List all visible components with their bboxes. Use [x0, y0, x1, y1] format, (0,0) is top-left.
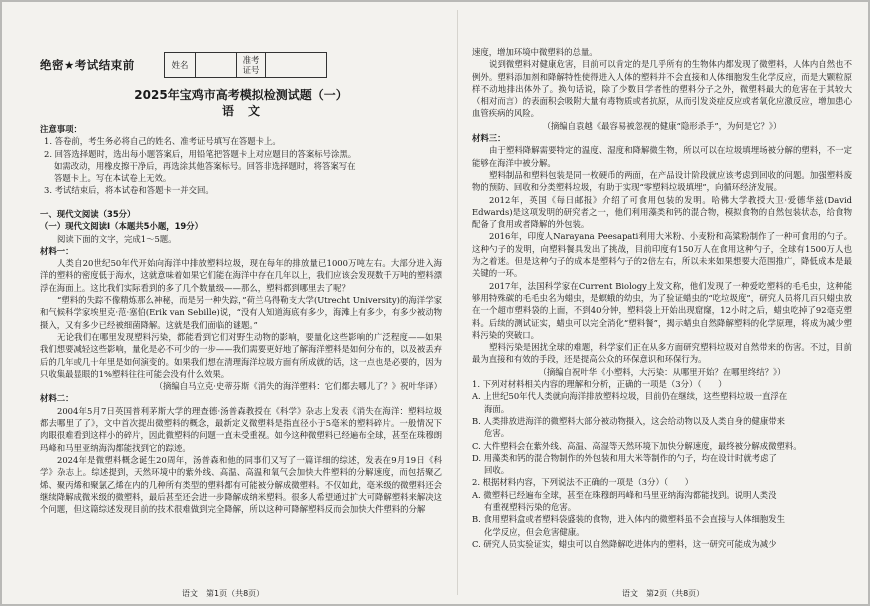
paragraph: 说到微塑料对健康危害，目前可以肯定的是几乎所有的生物体内都发现了微塑料，人体内自然也不例外。塑料添加剂和降解特性使得进入人体的塑料并不会直接和人体细胞发生化学反应，而是大颗粒原样不动地排出体外了。换句话说，除了少数目学者性的塑料分子之外，微塑料最大的危害在于其较大（相对而言）的表面积会吸附大量有毒物质或者抗原，从而引发炎症反应或者氧化应激反应，增加患心血管疾病的风险。: [472, 59, 852, 119]
name-label: 姓名: [165, 53, 196, 77]
notes-heading: 注意事项：: [40, 124, 82, 134]
note-item: 如需改动，用橡皮擦干净后，再选涂其他答案标号。回答非选择题时，将答案写在: [54, 160, 356, 171]
page-footer-right: 语文 第2页（共8页）: [622, 589, 705, 598]
exam-number-label: [237, 53, 266, 77]
secret-label: 绝密★考试结束前: [40, 57, 135, 72]
page-left: [40, 2, 442, 604]
paragraph: 2017年，法国科学家在Current Biology上发文称，他们发现了一种爱吃塑料的毛毛虫，这种能够用特殊碳的毛毛虫名为蜡虫，是螟蛾的幼虫，为了验证蜡虫的“吃垃圾度”，研究人员将几百只蜡虫放在一个超市塑料袋的上面，不到40分钟，塑料袋上开始出现窟窿，12小时之后，蜡虫吃掉了92毫克塑料。后续的测试证实，蜡虫可以完全消化“塑料餐”，揭示蜡虫自然降解塑料的化学原理，将成为减少塑料污染的突破口。: [472, 280, 852, 340]
option-1c: C. 大件塑料会在紫外线、高温、高湿等天然环境下加快分解速度，最终被分解成微塑料。: [472, 440, 802, 451]
notes-section: [40, 123, 442, 197]
option-1d-cont: 回收。: [484, 465, 510, 476]
material-2-label: 材料二：: [40, 393, 74, 404]
option-1d: D. 用藻类和钙的混合物制作的外包装和用大米等制作的勺子，均在设计时就考虑了: [472, 452, 777, 463]
name-field[interactable]: [196, 53, 237, 77]
source-citation: （摘编自马立克·史蒂芬斯《消失的海洋塑料：它们都去哪儿了？》祝叶华译）: [154, 381, 442, 392]
paragraph: 人类自20世纪50年代开始向海洋中排放塑料垃圾，现在每年的排放量已1000万吨左右。大部分进入海洋的塑料的密度低于海水，这就意味着如果它们能在海洋中存在几年以上，我们应该会发现数千万吨的塑料漂浮在海面上。这比我们实际看到的多了几个数量级——那么，塑料都到哪里去了呢？: [40, 258, 442, 293]
paragraph: 塑料污染是困扰全球的难题，科学家们正在从多方面研究塑料垃圾对自然带来的伤害。不过，目前最为直接和有效的手段，还是提高公众的环保意识和环保行为。: [472, 342, 852, 365]
paragraph: 塑料制品和塑料包装是同一枚硬币的两面，在产品设计阶段就应该考虑到回收的问题。加强塑料废物的预防、回收和分类塑料垃圾，有助于实现“零塑料垃圾填埋”，向循环经济发展。: [472, 169, 852, 193]
page-right: [472, 46, 852, 604]
paragraph: “塑料的失踪不像精炼那么神秘，而是另一种失踪，”荷兰乌得勒支大学(Utrecht University)的海洋学家和气候科学家埃里克·范·塞伯(Erik van Sebille)说，“没有人知道海底有多少，海滩上有多少，有多少被动物摄入，又有多少已经被细菌降解。这就是我们面临的谜题。”: [40, 295, 442, 330]
paragraph: 2024年是微塑料概念诞生20周年，汤普森和他的同事们又写了一篇详细的综述，发表在9月19日《科学》杂志上。综述提到，天然环境中的紫外线、高温、高温和氧气会加快大件塑料的分解速度，而包括聚乙烯、聚丙烯和聚氯乙烯在内的几种所有类型的塑料都有可能被分解成微塑料。不仅如此，毫米级的微塑料还会继续降解成微米级的微塑料，最后甚至还会进一步降解成纳米塑料。很多人希望通过扩大可降解塑料来解决这个问题，但这篇综述发现目前的技术很难做到完全降解，所以这种可降解塑料反而会加快大件塑料的分解: [40, 454, 442, 515]
exam-title: 2025年宝鸡市高考模拟检测试题（一）: [134, 88, 348, 102]
question-2: 2. 根据材料内容，下列说法不正确的一项是（3分）（ ）: [472, 477, 694, 488]
subsection-heading: （一）现代文阅读Ⅰ（本题共5小题，19分）: [40, 221, 203, 232]
paragraph: 无论我们在哪里发现塑料污染，都能看到它们对野生动物的影响，要量化这些影响的广泛程度——如果我们想要减轻这些影响，量化是必不可少的一步——我们需要更好地了解海洋塑料是如何分布的，以及被丢弃后的几年或几十年里是如何演变的。如果我们想在清理海洋垃圾方面有所成就的话，这一点也是必要的，因为只收集最显眼的1%塑料往往可能会没有什么效果。: [40, 331, 442, 379]
instruction: 阅读下面的文字，完成1～5题。: [57, 233, 177, 244]
page-footer-left: 语文 第1页（共8页）: [182, 589, 265, 598]
subject-title: 语文: [221, 104, 274, 118]
source-citation: （摘编自袁越《最容易被忽视的健康“隐形杀手”，为何是它？》）: [542, 120, 782, 131]
material-3-label: 材料三：: [472, 133, 506, 144]
option-1a: A. 上世纪50年代人类就向海洋排放塑料垃圾，目前仍在继续，这些塑料垃圾一直浮在: [472, 391, 788, 402]
question-1: 1. 下列对材料相关内容的理解和分析，正确的一项是（3分）（ ）: [472, 379, 727, 390]
paragraph: 由于塑料降解需要特定的温度、湿度和降解微生物，所以可以在垃圾填埋场被分解的塑料，不一定能够在海洋中被分解。: [472, 145, 852, 168]
option-2a: A. 微塑料已经遍布全球，甚至在珠穆朗玛峰和马里亚纳海沟都能找到。说明人类没: [472, 489, 777, 500]
option-2c: C. 研究人员实验证实，蜡虫可以自然降解吃进体内的塑料，这一研究可能成为减少: [472, 538, 777, 549]
paragraph: 2004年5月7日英国普利茅斯大学的理查德·汤普森教授在《科学》杂志上发表《消失在海洋：塑料垃圾都去哪里了了》，文中首次提出微塑料的概念，最新定义微塑料是指直径小于5毫米的塑料碎片。一般情况下肉眼很难看到这样小的碎片，因此微塑料的问题一直未受重视。如今这种微塑料已经遍布全球，甚至在珠穆朗玛峰和马里亚纳海沟都能找到它的踪迹。: [40, 405, 442, 453]
option-2b-cont: 化学反应，但会危害健康。: [484, 526, 585, 537]
option-1b: B. 人类排放进海洋的微塑料大部分被动物摄入，这会给动物以及人类自身的健康带来: [472, 415, 785, 426]
page-divider: [457, 10, 458, 595]
note-item: 3. 考试结束后，将本试卷和答题卡一并交回。: [44, 185, 214, 196]
option-2b: B. 食用塑料盒或者塑料袋盛装的食物，进入体内的微塑料虽不会直接与人体细胞发生: [472, 514, 785, 525]
candidate-info-box: [164, 52, 327, 78]
exam-number-label-line1: 准考: [242, 55, 260, 65]
note-item: 答题卡上。写在本试卷上无效。: [54, 173, 172, 184]
option-2a-cont: 有重视塑料污染的危害。: [484, 501, 577, 512]
exam-number-field[interactable]: [266, 53, 326, 77]
material-1-label: 材料一：: [40, 245, 74, 256]
paragraph: 2012年，英国《每日邮报》介绍了可食用包装的发明。哈佛大学教授大卫·爱德华兹(David Edwards)是这项发明的研究者之一，他们利用藻类和钙的混合物，模拟食物的自然包装状态，给食物配备了食用或者降解的外包装。: [472, 194, 852, 230]
reading-passage-left: [40, 208, 442, 515]
exam-number-label-line2: 证号: [242, 65, 260, 75]
note-item: 1. 答卷前，考生务必将自己的姓名、准考证号填写在答题卡上。: [44, 136, 281, 147]
paragraph: 2016年，印度人Narayana Peesapati利用大米粉、小麦粉和高粱粉制作了一种可食用的勺子。这种勺子的发明，向塑料餐具发出了挑战，目前印度有150万人在食用这种勺子，全球有1500万人也为之着迷。但是这种勺子的成本是塑料勺子的2倍左右，所以未来如果想要大范围推广，降低成本是最关键的一环。: [472, 231, 852, 279]
paragraph: 速度，增加环境中微塑料的总量。: [472, 47, 598, 57]
section-heading: 一、现代文阅读（35分）: [40, 209, 136, 219]
header-row: [40, 52, 327, 78]
option-1b-cont: 危害。: [484, 428, 510, 439]
exam-sheet: [2, 2, 868, 604]
note-item: 2. 回答选择题时，选出每小题答案后，用铅笔把答题卡上对应题目的答案标号涂黑。: [44, 148, 357, 159]
option-1a-cont: 海面。: [484, 403, 510, 414]
source-citation: （摘编自祝叶华《小塑料，大污染：从哪里开始？在哪里终结？》）: [538, 366, 786, 377]
